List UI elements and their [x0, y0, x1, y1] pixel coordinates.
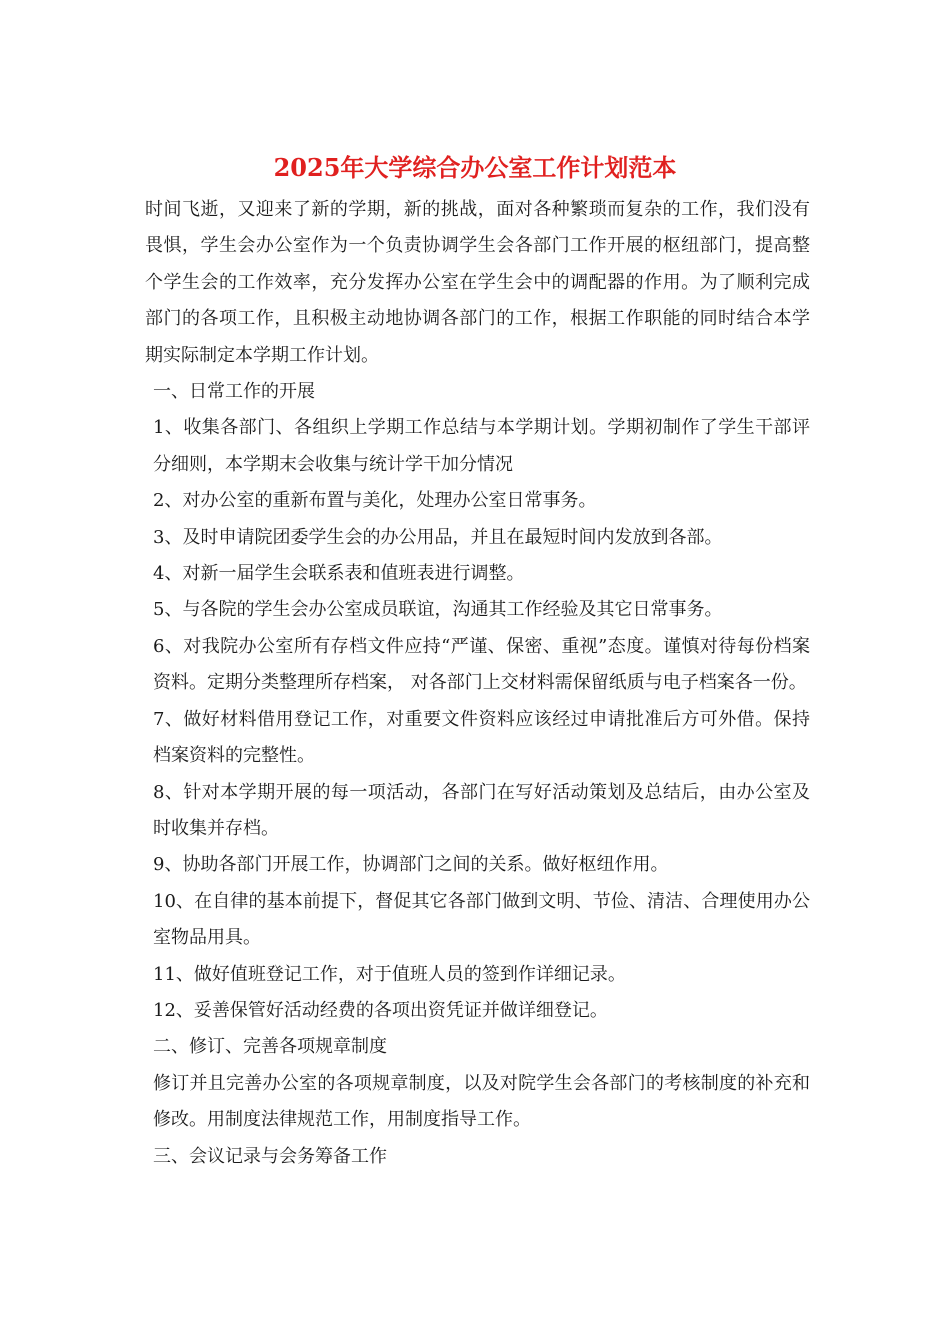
list-item-7: 7、做好材料借用登记工作，对重要文件资料应该经过申请批准后方可外借。保持档案资料的完整性。 — [153, 708, 810, 767]
section-2-paragraph: 修订并且完善办公室的各项规章制度，以及对院学生会各部门的考核制度的补充和修改。用制度法律规范工作，用制度指导工作。 — [153, 1072, 810, 1131]
list-item-3: 3、及时申请院团委学生会的办公用品，并且在最短时间内发放到各部。 — [153, 526, 723, 548]
list-item-1: 1、收集各部门、各组织上学期工作总结与本学期计划。学期初制作了学生干部评分细则，本学期末会收集与统计学干加分情况 — [153, 417, 810, 475]
list-item-6: 6、对我院办公室所有存档文件应持“严谨、保密、重视”态度。谨慎对待每份档案资料。定期分类整理所存档案， 对各部门上交材料需保留纸质与电子档案各一份。 — [153, 635, 810, 694]
section-heading-3: 三、会议记录与会务筹备工作 — [153, 1145, 387, 1167]
document-body — [145, 192, 810, 1175]
list-item-12: 12、妥善保管好活动经费的各项出资凭证并做详细登记。 — [153, 999, 608, 1021]
list-item-2: 2、对办公室的重新布置与美化，处理办公室日常事务。 — [153, 490, 597, 512]
list-item-5: 5、与各院的学生会办公室成员联谊，沟通其工作经验及其它日常事务。 — [153, 599, 723, 621]
list-item-9: 9、协助各部门开展工作，协调部门之间的关系。做好枢纽作用。 — [153, 854, 669, 876]
section-heading-1: 一、日常工作的开展 — [153, 381, 315, 403]
list-item-11: 11、做好值班登记工作，对于值班人员的签到作详细记录。 — [153, 963, 626, 985]
section-heading-2: 二、修订、完善各项规章制度 — [153, 1036, 387, 1058]
list-item-8: 8、针对本学期开展的每一项活动，各部门在写好活动策划及总结后，由办公室及时收集并存档。 — [153, 781, 810, 839]
document-title: 2025年大学综合办公室工作计划范本 — [273, 153, 677, 182]
intro-paragraph: 时间飞逝，又迎来了新的学期，新的挑战，面对各种繁琐而复杂的工作，我们没有畏惧，学生会办公室作为一个负责协调学生会各部门工作开展的枢纽部门，提高整个学生会的工作效率，充分发挥办公室在学生会中的调配器的作用。为了顺利完成部门的各项工作，且积极主动地协调各部门的工作，根据工作职能的同时结合本学期实际制定本学期工作计划。 — [145, 199, 810, 366]
list-item-10: 10、在自律的基本前提下，督促其它各部门做到文明、节俭、清洁、合理使用办公室物品用具。 — [153, 890, 810, 949]
list-item-4: 4、对新一届学生会联系表和值班表进行调整。 — [153, 563, 525, 585]
